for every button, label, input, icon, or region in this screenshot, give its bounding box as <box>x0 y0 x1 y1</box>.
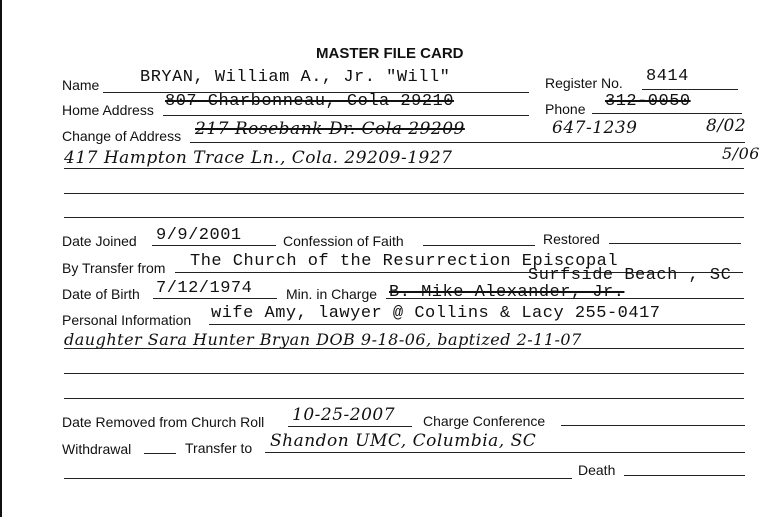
transfer-to-label: Transfer to <box>185 440 253 456</box>
card-title: MASTER FILE CARD <box>316 45 464 62</box>
transfer-to-line <box>265 452 745 453</box>
date-removed-line <box>288 426 412 427</box>
register-no-value: 8414 <box>646 67 689 86</box>
confession-of-faith-label: Confession of Faith <box>283 233 404 249</box>
charge-conference-label: Charge Conference <box>423 413 546 429</box>
date-of-birth-label: Date of Birth <box>62 286 140 302</box>
restored-label: Restored <box>543 231 600 247</box>
register-no-label: Register No. <box>545 75 623 91</box>
date-removed-label: Date Removed from Church Roll <box>62 414 265 430</box>
death-label: Death <box>578 462 616 478</box>
phone-label: Phone <box>545 101 586 117</box>
change-of-address-label: Change of Address <box>62 128 182 144</box>
transfer-to-value: Shandon UMC, Columbia, SC <box>270 431 537 451</box>
withdrawal-label: Withdrawal <box>62 441 132 457</box>
change-of-address-value: 217 Rosebank Dr. Cola 29209 <box>195 119 465 139</box>
transfer-from-value-1: The Church of the Resurrection Episcopal <box>190 252 619 271</box>
personal-information-value: wife Amy, lawyer @ Collins & Lacy 255-0417 <box>211 304 661 323</box>
personal-information-value-2: daughter Sara Hunter Bryan DOB 9-18-06, baptized 2-11-07 <box>64 330 582 349</box>
home-address-label: Home Address <box>62 102 154 118</box>
address-2-value: 417 Hampton Trace Ln., Cola. 29209-1927 <box>64 148 453 168</box>
charge-conference-line <box>561 425 745 426</box>
card-left-edge <box>0 0 2 517</box>
date-removed-value: 10-25-2007 <box>292 405 396 425</box>
personal-information-label: Personal Information <box>62 312 192 328</box>
home-address-value: 807 Charbonneau, Cola 29210 <box>165 92 454 111</box>
name-value: BRYAN, William A., Jr. "Will" <box>140 68 451 87</box>
min-in-charge-label: Min. in Charge <box>286 286 378 302</box>
restored-line <box>609 243 741 244</box>
home-address-line <box>163 115 529 116</box>
date-joined-label: Date Joined <box>62 233 137 249</box>
blank-line-3 <box>64 373 744 374</box>
date-of-birth-line <box>153 298 277 299</box>
personal-information-line-2 <box>64 348 744 349</box>
date-of-birth-value: 7/12/1974 <box>156 279 253 298</box>
register-no-line <box>642 89 738 90</box>
blank-line-4 <box>64 398 744 399</box>
name-label: Name <box>62 77 100 93</box>
transfer-from-value-2: Surfside Beach , SC <box>528 266 732 285</box>
phone-line <box>592 113 742 114</box>
death-line <box>624 475 745 476</box>
by-transfer-from-label: By Transfer from <box>62 260 166 276</box>
phone-value: 312-0050 <box>605 92 691 111</box>
personal-information-line <box>209 324 745 325</box>
change-of-address-line <box>190 142 745 143</box>
min-in-charge-value: B. Mike Alexander, Jr. <box>389 283 625 302</box>
date-joined-line <box>152 245 276 246</box>
change-date-2-value: 5/06 <box>722 144 760 163</box>
blank-line-2 <box>64 217 744 218</box>
confession-of-faith-line <box>423 245 535 246</box>
new-phone-value: 647-1239 <box>552 118 638 138</box>
address-2-line <box>64 168 744 169</box>
blank-line-5 <box>64 478 572 479</box>
withdrawal-line <box>144 453 176 454</box>
date-joined-value: 9/9/2001 <box>156 226 242 245</box>
blank-line-1 <box>64 193 744 194</box>
change-date-1-value: 8/02 <box>706 116 747 136</box>
